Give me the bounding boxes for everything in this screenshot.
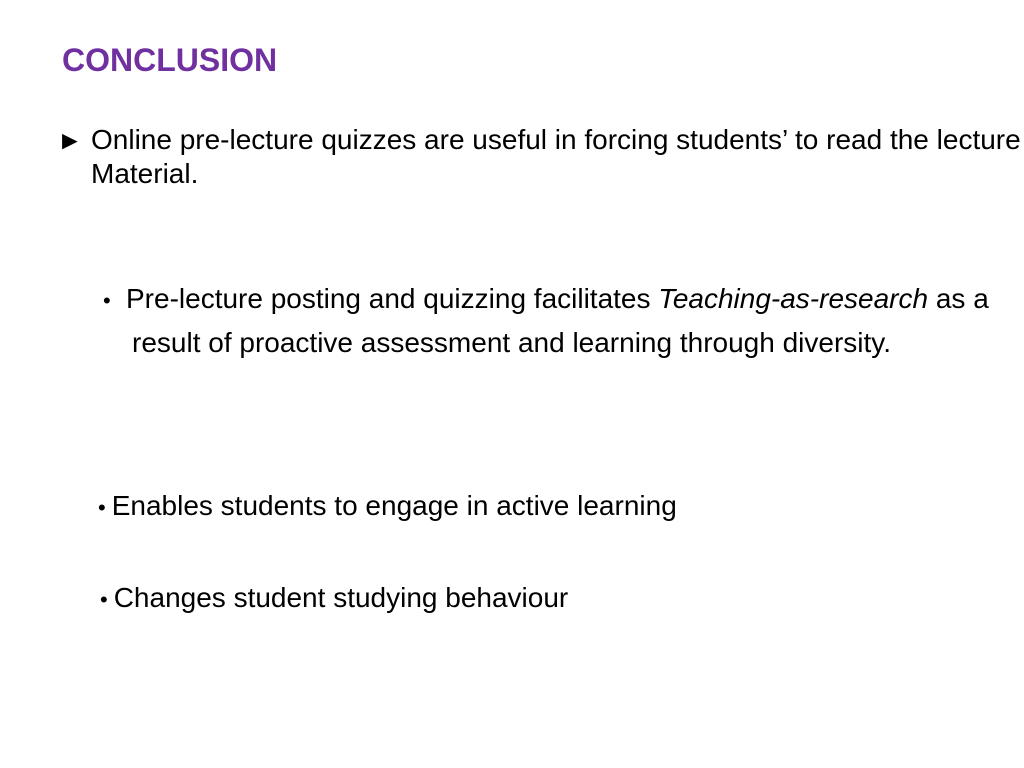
slide-title: CONCLUSION	[62, 42, 278, 78]
bullet-dot-icon: •	[100, 587, 108, 612]
arrow-bullet-icon: ►	[57, 125, 83, 155]
sub-bullet-text: Changes student studying behaviour	[113, 582, 569, 613]
sub-bullet-active-learning	[98, 485, 677, 529]
sub-bullet-text-after: as a result of proactive assessment and learning through diversity.	[132, 283, 989, 358]
sub-bullet-text: Enables students to engage in active learning	[111, 490, 677, 521]
bullet-dot-icon: •	[98, 495, 106, 520]
sub-bullet-studying-behaviour	[100, 577, 568, 621]
sub-bullet-text-italic: Teaching-as-research	[658, 283, 929, 314]
bullet-dot-icon: •	[103, 288, 111, 313]
sub-bullet-teaching	[103, 278, 992, 364]
main-bullet	[57, 123, 1024, 191]
main-bullet-text: Online pre-lecture quizzes are useful in forcing students’ to read the lecture Material.	[91, 124, 1021, 189]
sub-bullet-text-before: Pre-lecture posting and quizzing facilitates	[126, 283, 659, 314]
